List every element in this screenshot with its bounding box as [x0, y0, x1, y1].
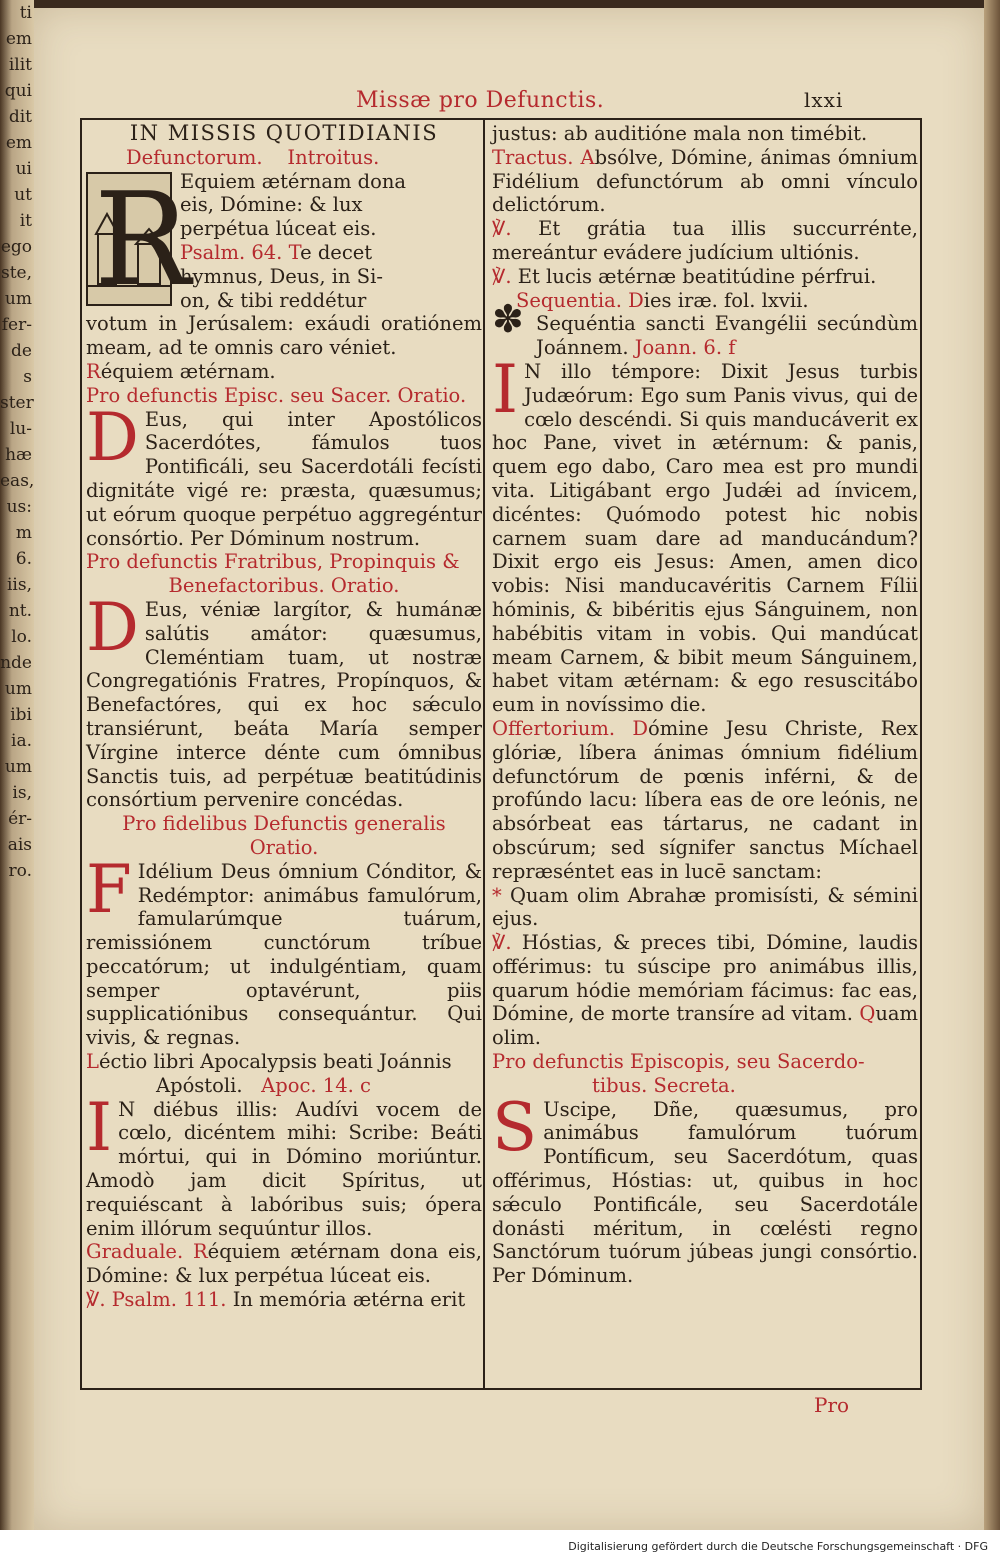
previous-page-fragment: em	[5, 133, 32, 153]
oration-2-text: D Eus, véniæ largítor, & humánæ salútis amátor: quæsumus, Cleméntiam tuam, ut nostræ Congregatiónis Fratres, Propínquos, & Benefactóres, qui ex hoc sǽculo transiérunt, beáta María semper Vírgine interce dénte cum ómnibus Sanctis tuis, ad perpétuæ beatitúdinis consórtium pervenire concédas.	[86, 588, 482, 812]
previous-page-fragment: lu-	[9, 419, 32, 439]
running-header	[34, 88, 984, 118]
section-heading: IN MISSIS QUOTIDIANIS	[129, 121, 439, 145]
introit-line-2: eis, Dómine: & lux	[180, 193, 363, 217]
gospel-title: Sequéntia sancti Evangélii secúndùm Joánnem. Joann. 6. f	[536, 312, 918, 360]
oration-3-title-a: Pro fidelibus Defunctis generalis	[122, 812, 446, 836]
previous-page-fragment: ia.	[11, 731, 32, 751]
previous-page-fragment: um	[4, 757, 32, 777]
introit-rest: votum in Jerúsalem: exáudi oratiónem meam, ad te omnis caro véniet.	[86, 312, 482, 360]
previous-page-fragment: ut	[14, 185, 32, 205]
offertorium-verse: ℣. Hóstias, & preces tibi, Dómine, laudis offérimus: tu súscipe pro animábus illis, quarum hódie memóriam fácimus: fac eas, Dómine, de morte transíre ad vitam. Quam olim.	[492, 931, 919, 1050]
previous-page-fragment: hæ	[5, 445, 32, 465]
previous-page-fragment: ér-	[8, 809, 32, 829]
previous-page-fragment: nde	[0, 653, 32, 673]
column-rule	[483, 118, 485, 1390]
previous-page-fragment: ste,	[0, 263, 32, 283]
previous-page-fragment: de	[11, 341, 32, 361]
secreta-title-b: tibus. Secreta.	[592, 1073, 736, 1097]
book-page	[34, 8, 984, 1530]
previous-page-fragment: is,	[12, 783, 32, 803]
lectio-text: I N diébus illis: Audívi vocem de cœlo, dicéntem mihi: Scribe: Beáti mórtui, qui in Dómino moriúntur. Amodò jam dicit Spíritus, ut requiéscant à labóribus suis; ópera enim illórum sequúntur illos.	[86, 1088, 482, 1240]
psalm-line-2: hymnus, Deus, in Si-	[180, 264, 383, 288]
dropcap: S	[492, 1088, 538, 1166]
folio-number: lxxi	[804, 88, 844, 112]
previous-page-fragment: eas,	[0, 471, 35, 491]
tractus-verse-2: ℣. Et lucis ætérnæ beatitúdine pérfrui.	[492, 264, 877, 288]
previous-page-fragment: s	[23, 367, 32, 387]
psalm-line-3: on, & tibi reddétur	[180, 288, 367, 312]
graduale-verse: ℣. Psalm. 111. In memória ætérna erit	[86, 1288, 466, 1312]
previous-page-fragment: us:	[6, 497, 32, 517]
introit-heading: Defunctorum. Introitus.	[126, 145, 380, 169]
secreta-title-a: Pro defunctis Episcopis, seu Sacerdo-	[492, 1050, 865, 1074]
introit-line-3: perpétua lúceat eis.	[180, 217, 377, 241]
tractus-verse-1: ℣. Et grátia tua illis succurrénte, mereántur evádere judícium ultiónis.	[492, 217, 918, 264]
oration-2-title-b: Benefactoribus. Oratio.	[168, 574, 400, 598]
lectio-title: Léctio libri Apocalypsis beati Joánnis	[86, 1050, 452, 1074]
oration-3-text: F Idélium Deus ómnium Cónditor, & Redémptor: animábus famulórum, famularúmque tuárum, remissiónem cunctórum tríbue peccatórum; ut indulgéntiam, quam semper optavérunt, piis supplicatiónibus consequántur. Qui vivis, & regnas.	[86, 850, 482, 1050]
oration-1-title: Pro defunctis Episc. seu Sacer. Oratio.	[86, 383, 467, 407]
page-edge-right	[984, 0, 1000, 1530]
digitization-footer	[0, 1530, 1000, 1566]
offertorium: Offertorium. Dómine Jesu Christe, Rex glóriæ, líbera ánimas ómnium fidélium defunctórum de pœnis inférni, & de profúndo lacu: líbera eas de ore leónis, ne absórbeat eas tártarus, ne cadant in obscúrum; sed sígnifer sanctus Míchael repræséntet eas in lucē sanctam:	[492, 716, 918, 883]
previous-page-fragment: ster	[0, 393, 34, 413]
previous-page-fragment: ais	[7, 835, 32, 855]
verse-continuation: justus: ab auditióne mala non timébit.	[492, 122, 868, 145]
woodcut-letter: R	[94, 165, 191, 315]
previous-page-fragment: em	[5, 29, 32, 49]
introit-line-1: Equiem ætérnam dona	[180, 169, 407, 193]
right-column	[492, 122, 918, 1288]
psalm-line: Psalm. 64. Te decet	[180, 240, 373, 264]
running-title: Missæ pro Defunctis.	[356, 88, 605, 113]
sequentia: Sequentia. Dies iræ. fol. lxvii.	[516, 288, 809, 312]
secreta-text: S Uscipe, Dñe, quæsumus, pro animábus famulórum tuórum Pontíficum, seu Sacerdótum, quas offérimus, Hóstias: ut, quibus in hoc sǽculo Pontificále, seu Sacerdotále donásti méritum, in cœlésti regno Sanctórum tuórum júbeas jungi consórtio. Per Dóminum.	[492, 1088, 918, 1288]
lectio-reference: Apoc. 14. c	[261, 1073, 371, 1097]
oration-3-title-b: Oratio.	[249, 835, 319, 859]
previous-page-fragment: ui	[15, 159, 32, 179]
previous-page-fragment: ego	[0, 237, 32, 257]
lectio-title-b: Apóstoli. Apoc. 14. c	[156, 1073, 371, 1097]
previous-page-fragment: ibi	[10, 705, 32, 725]
tractus: Tractus. Absólve, Dómine, ánimas ómnium Fidélium defunctórum ab omni vínculo delictórum.	[492, 145, 918, 217]
previous-page-edge	[0, 0, 34, 1530]
previous-page-fragment: dit	[8, 107, 32, 127]
previous-page-fragment: fer-	[1, 315, 32, 335]
funding-credit: Digitalisierung gefördert durch die Deutsche Forschungsgemeinschaft · DFG	[568, 1540, 988, 1553]
previous-page-fragment: um	[4, 289, 32, 309]
oration-1-text: D Eus, qui inter Apostólicos Sacerdótes, fámulos tuos Pontificáli, seu Sacerdotáli fecísti dignitáte vigé re: præsta, quæsumus; ut eórum quoque perpétuo aggregéntur consórtio. Per Dóminum nostrum.	[86, 398, 482, 550]
gospel-reference: Joann. 6. f	[634, 336, 736, 360]
previous-page-fragment: qui	[4, 81, 32, 101]
previous-page-fragment: um	[4, 679, 32, 699]
previous-page-fragment: ilit	[8, 55, 32, 75]
oration-2-title-a: Pro defunctis Fratribus, Propinquis &	[86, 550, 460, 574]
previous-page-fragment: lo.	[11, 627, 32, 647]
offertorium-response: * Quam olim Abrahæ promisísti, & sémini ejus.	[492, 883, 918, 931]
requiem-repeat: Réquiem ætérnam.	[86, 359, 276, 383]
previous-page-fragment: ro.	[8, 861, 32, 881]
dropcap: I	[492, 350, 519, 428]
woodcut-initial-r	[86, 165, 191, 315]
gospel-text: I N illo témpore: Dixit Jesus turbis Judæórum: Ego sum Panis vivus, qui de cœlo descéndi. Si quis manducáverit ex hoc Pane, vivet in ætérnum: & panis, quem ego dabo, Caro mea est pro mundi vita. Litigábant ergo Judǽi ad ínvicem, dicéntes: Quómodo potest hic nobis carnem suam dare ad manducándum? Dixit ergo eis Jesus: Amen, amen dico vobis: Nisi manducavéritis Carnem Fílii hóminis, & bibéritis ejus Sánguinem, non habébitis vitam in vobis. Qui mandúcat meam Carnem, & bibit meum Sánguinem, habet vitam ætérnam: & ego resuscitábo eum in novíssimo die.	[492, 350, 918, 717]
dropcap: F	[86, 850, 132, 928]
dropcap: D	[86, 398, 139, 476]
dropcap: I	[86, 1088, 113, 1166]
previous-page-fragment: ti	[19, 3, 32, 23]
catchword: Pro	[814, 1393, 850, 1417]
previous-page-fragment: m	[15, 523, 32, 543]
previous-page-fragment: nt.	[8, 601, 32, 621]
graduale: Graduale. Réquiem ætérnam dona eis, Dómine: & lux perpétua lúceat eis.	[86, 1240, 482, 1288]
left-column	[86, 122, 482, 1312]
previous-page-fragment: 6.	[15, 549, 32, 569]
previous-page-fragment: iis,	[6, 575, 32, 595]
previous-page-fragment: it	[19, 211, 32, 231]
dropcap: D	[86, 588, 139, 666]
ornament-fleuron-icon: ✽	[492, 297, 524, 342]
